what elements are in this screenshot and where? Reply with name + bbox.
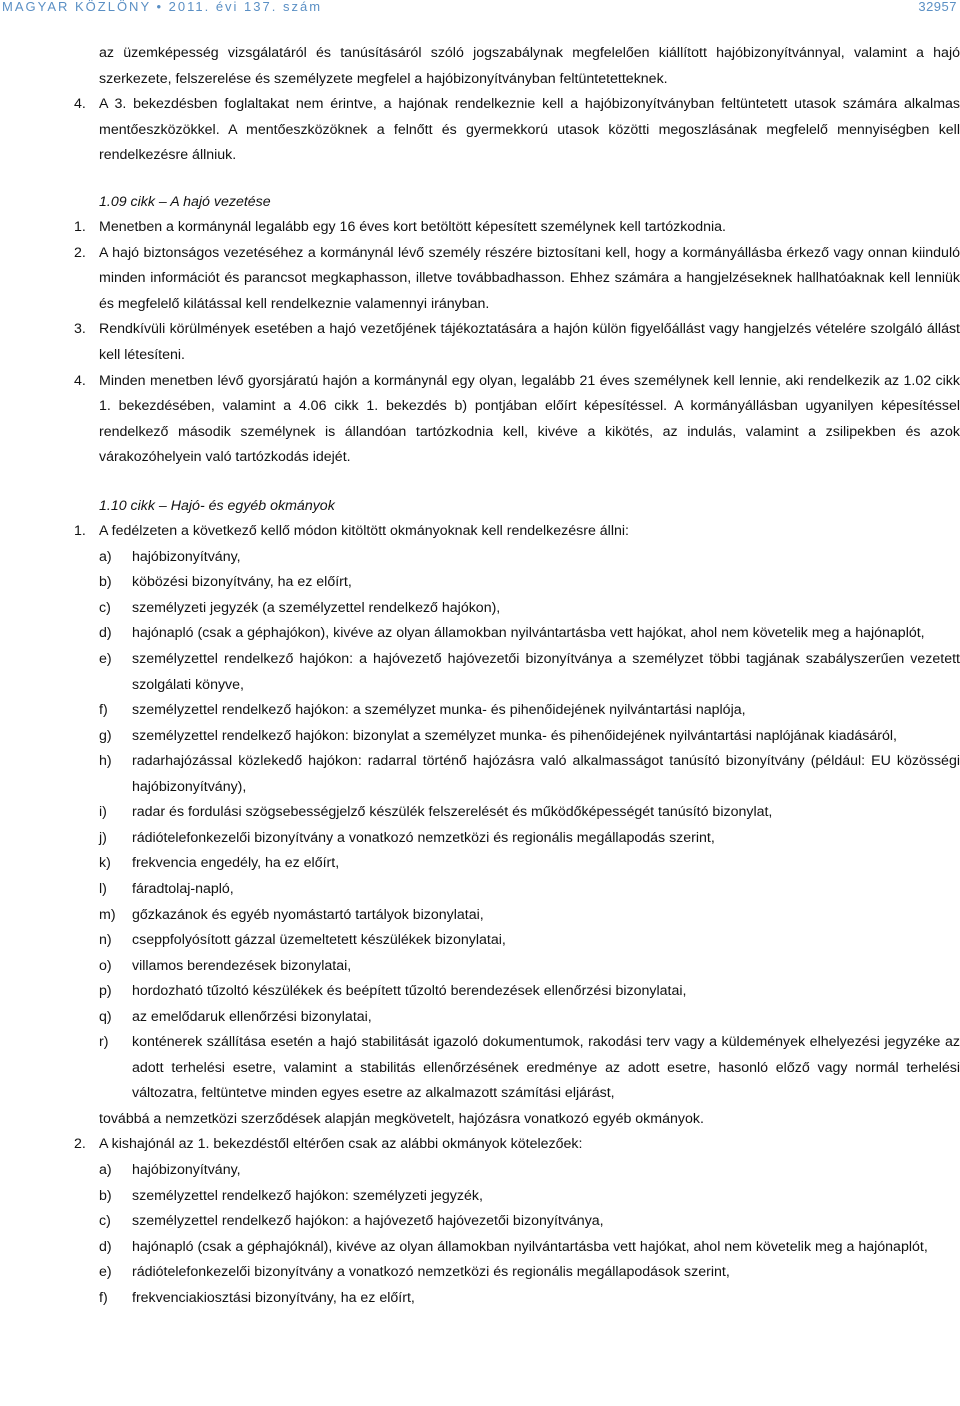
paragraph-number: 1.	[74, 523, 86, 540]
list-item	[74, 954, 960, 980]
list-marker: g)	[99, 727, 112, 744]
list-item	[74, 1260, 960, 1286]
list-marker: q)	[99, 1008, 112, 1025]
item-number: 4.	[74, 372, 86, 389]
list-text: gőzkazánok és egyéb nyomástartó tartályok bizonylatai,	[132, 906, 484, 923]
list-marker: c)	[99, 599, 111, 616]
list-item	[74, 647, 960, 698]
list-marker: e)	[99, 1264, 112, 1281]
item-number: 3.	[74, 321, 86, 338]
section-1-09-item	[74, 317, 960, 368]
list-marker: f)	[99, 702, 108, 719]
list-trailer-text: továbbá a nemzetközi szerződések alapján megkövetelt, hajózásra vonatkozó egyéb okmányok.	[99, 1110, 704, 1127]
section-1-10-paragraph-2	[74, 1132, 960, 1158]
list-text: személyzettel rendelkező hajókon: a hajóvezető hajóvezetői bizonyítványa a személyzet többi tagjának szabályszerűen vezetett szolgálati könyve,	[132, 651, 960, 693]
paragraph-4	[74, 92, 960, 169]
paragraph-text: A fedélzeten a következő kellő módon kitöltött okmányoknak kell rendelkezésre állni:	[99, 523, 629, 540]
section-1-09-item	[74, 369, 960, 471]
list-marker: p)	[99, 983, 112, 1000]
list-item	[74, 877, 960, 903]
item-number: 1.	[74, 219, 86, 236]
list-marker: n)	[99, 932, 112, 949]
list-item	[74, 545, 960, 571]
list-text: személyzeti jegyzék (a személyzettel rendelkező hajókon),	[132, 599, 501, 616]
list-text: cseppfolyósított gázzal üzemeltetett készülékek bizonylatai,	[132, 932, 506, 949]
list-marker: d)	[99, 625, 112, 642]
list-item	[74, 1286, 960, 1312]
list-text: frekvenciakiosztási bizonyítvány, ha ez előírt,	[132, 1289, 415, 1306]
list-text: radar és fordulási szögsebességjelző készülék felszerelését és működőképességét tanúsító bizonylat,	[132, 804, 773, 821]
list-marker: a)	[99, 548, 112, 565]
list-item	[74, 1005, 960, 1031]
list-item	[74, 1209, 960, 1235]
list-marker: d)	[99, 1238, 112, 1255]
item-text: Rendkívüli körülmények esetében a hajó vezetőjének tájékoztatására a hajón külön figyelőállást vagy hangjelzés vételére szolgáló állást kell létesíteni.	[99, 321, 960, 364]
list-marker: r)	[99, 1034, 109, 1051]
list-text: fáradtolaj-napló,	[132, 880, 234, 897]
list-text: személyzettel rendelkező hajókon: bizonylat a személyzet munka- és pihenőidejének nyilvántartási naplójának kiadásáról,	[132, 727, 897, 744]
item-number: 2.	[74, 244, 86, 261]
list-text: villamos berendezések bizonylatai,	[132, 957, 352, 974]
section-1-09-item	[74, 241, 960, 318]
list-text: személyzettel rendelkező hajókon: a személyzet munka- és pihenőidejének nyilvántartási naplója,	[132, 702, 746, 719]
list-text: frekvencia engedély, ha ez előírt,	[132, 855, 340, 872]
list-item	[74, 570, 960, 596]
list-marker: l)	[99, 880, 107, 897]
list-marker: j)	[99, 829, 107, 846]
list-text: az emelődaruk ellenőrzési bizonylatai,	[132, 1008, 372, 1025]
list-text: hajónapló (csak a géphajókon), kivéve az olyan államokban nyilvántartásba vett hajókat, ahol nem követelik meg a hajónaplót,	[132, 625, 925, 642]
item-text: Minden menetben lévő gyorsjáratú hajón a kormánynál egy olyan, legalább 21 éves személynek kell lennie, aki rendelkezik az 1.02 cikk 1. bekezdésében, valamint a 4.06 cikk 1. bekezdés b) pontjában előírt képesítéssel. A kormányállásban ugyanilyen képesítéssel rendelkező második személynek is állandóan tartózkodnia kell, kivéve a kikötés, az indulás, valamint a zsilipekben és azok várakozóhelyein való tartózkodás idejét.	[99, 372, 960, 466]
list-item	[74, 1030, 960, 1107]
list-marker: b)	[99, 574, 112, 591]
list-item	[74, 851, 960, 877]
page-content	[74, 41, 960, 1311]
list-item	[74, 1235, 960, 1261]
list-marker: k)	[99, 855, 111, 872]
list-item	[74, 903, 960, 929]
list-text: hajóbizonyítvány,	[132, 1161, 241, 1178]
page-header	[0, 0, 960, 16]
header-journal-title: MAGYAR KÖZLÖNY • 2011. évi 137. szám	[2, 0, 323, 14]
item-text: A hajó biztonságos vezetéséhez a kormánynál lévő személy részére biztosítani kell, hogy a kormányállásba érkező vagy onnan kiinduló minden információt és parancsot megkaphasson, illetve továbbadhasson. Ehhez számára a hangjelzéseknek hallhatóaknak kell lenniük és megfelelő kilátással kell rendelkeznie valamennyi irányban.	[99, 244, 960, 312]
list-marker: o)	[99, 957, 112, 974]
paragraph-text: A 3. bekezdésben foglaltakat nem érintve, a hajónak rendelkeznie kell a hajóbizonyítványban feltüntetett utasok számára alkalmas mentőeszközökkel. A mentőeszközöknek a felnőtt és gyermekkorú utasok közötti megoszlásának megfelelő mennyiségben kell rendelkezésre állniuk.	[99, 96, 960, 164]
section-1-09-item	[74, 215, 960, 241]
list-item	[74, 596, 960, 622]
list-marker: a)	[99, 1161, 112, 1178]
section-1-10-paragraph-1	[74, 519, 960, 545]
item-text: Menetben a kormánynál legalább egy 16 éves kort betöltött képesített személynek kell tartózkodnia.	[99, 219, 726, 236]
section-heading-1-10: 1.10 cikk – Hajó- és egyéb okmányok	[99, 497, 335, 514]
list-text: konténerek szállítása esetén a hajó stabilitását igazoló dokumentumok, rakodási terv vagy a küldemények elhelyezési jegyzéke az adott terhelési esetre, valamint a stabilitás ellenőrzésének eredménye az adott esetre, hasonló előző vagy normál terhelési változatra, feltüntetve minden egyes esetre az alkalmazott számítási eljárást,	[132, 1034, 960, 1102]
list-item	[74, 979, 960, 1005]
list-item	[74, 928, 960, 954]
paragraph-number: 4.	[74, 96, 86, 113]
list-text: rádiótelefonkezelői bizonyítvány a vonatkozó nemzetközi és regionális megállapodás szerint,	[132, 829, 715, 846]
paragraph-text: A kishajónál az 1. bekezdéstől eltérően csak az alábbi okmányok kötelezőek:	[99, 1136, 583, 1153]
intro-paragraph: az üzemképesség vizsgálatáról és tanúsításáról szóló jogszabálynak megfelelően kiállított hajóbizonyítvánnyal, valamint a hajó szerkezete, felszerelése és személyzete megfelel a hajóbizonyítványban feltüntetetteknek.	[99, 45, 960, 87]
list-item	[74, 749, 960, 800]
list-item	[74, 724, 960, 750]
list-text: rádiótelefonkezelői bizonyítvány a vonatkozó nemzetközi és regionális megállapodások szerint,	[132, 1264, 730, 1281]
list-item	[74, 698, 960, 724]
list-text: köbözési bizonyítvány, ha ez előírt,	[132, 574, 352, 591]
list-text: radarhajózással közlekedő hajókon: radarral történő hajózásra való alkalmasságot tanúsító bizonyítvány (például: EU közösségi hajóbizonyítvány),	[132, 753, 960, 795]
list-item	[74, 826, 960, 852]
list-item	[74, 1184, 960, 1210]
list-marker: h)	[99, 753, 112, 770]
list-marker: m)	[99, 906, 116, 923]
list-text: hordozható tűzoltó készülékek és beépített tűzoltó berendezések ellenőrzési bizonylatai,	[132, 983, 687, 1000]
list-marker: f)	[99, 1289, 108, 1306]
paragraph-number: 2.	[74, 1136, 86, 1153]
list-marker: c)	[99, 1213, 111, 1230]
list-text: hajónapló (csak a géphajóknál), kivéve az olyan államokban nyilvántartásba vett hajókat, ahol nem követelik meg a hajónaplót,	[132, 1238, 928, 1255]
list-item	[74, 800, 960, 826]
list-marker: b)	[99, 1187, 112, 1204]
list-text: hajóbizonyítvány,	[132, 548, 241, 565]
header-page-number: 32957	[918, 0, 957, 14]
list-item	[74, 621, 960, 647]
list-item	[74, 1158, 960, 1184]
list-marker: e)	[99, 651, 112, 668]
list-text: személyzettel rendelkező hajókon: a hajóvezető hajóvezetői bizonyítványa,	[132, 1213, 604, 1230]
list-marker: i)	[99, 804, 107, 821]
section-heading-1-09: 1.09 cikk – A hajó vezetése	[99, 193, 271, 210]
list-text: személyzettel rendelkező hajókon: személyzeti jegyzék,	[132, 1187, 483, 1204]
